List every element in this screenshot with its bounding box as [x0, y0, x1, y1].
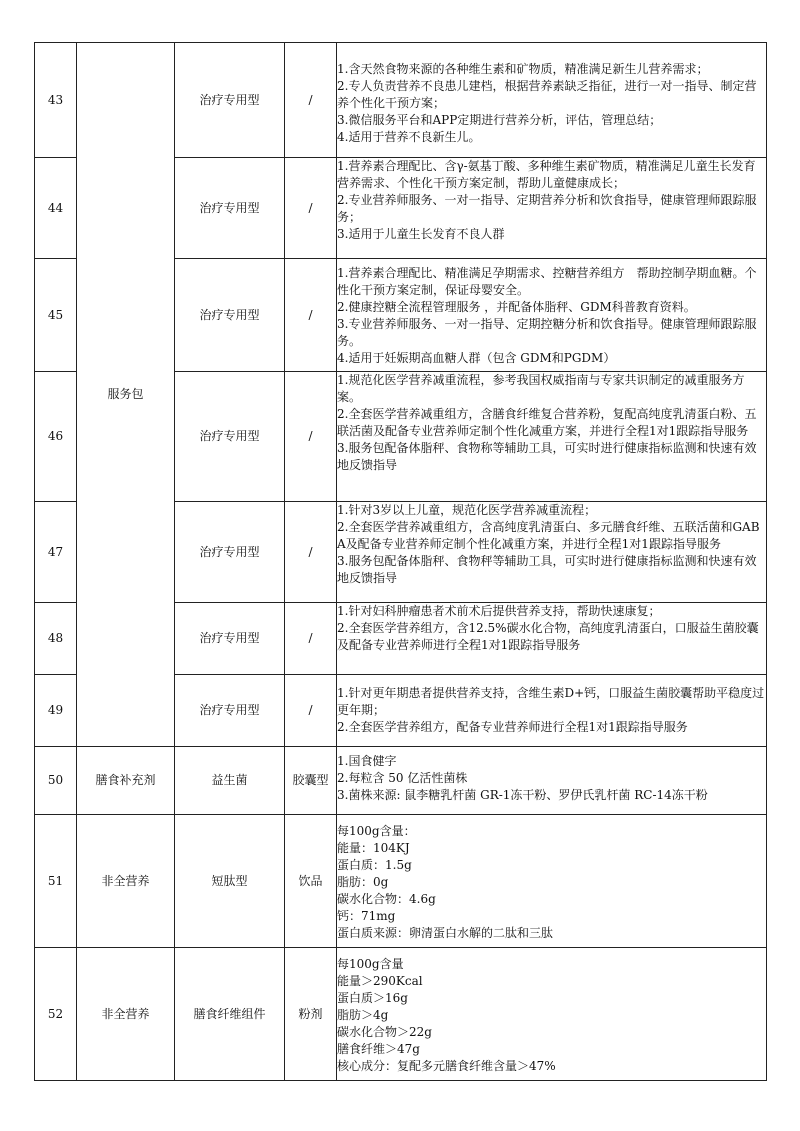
form-cell: / [285, 603, 337, 675]
description-line: 2.全套医学营养组方，配备专业营养师进行全程1对1跟踪指导服务 [337, 720, 688, 734]
description-line: 脂肪：0g [337, 875, 389, 889]
description-line: 3.菌株来源: 鼠李糖乳杆菌 GR-1冻干粉、罗伊氏乳杆菌 RC-14冻干粉 [337, 788, 708, 802]
form-cell: 粉剂 [285, 948, 337, 1081]
category-cell: 非全营养 [77, 815, 175, 948]
description-line: 3.专业营养师服务、一对一指导、定期控糖分析和饮食指导。健康管理师跟踪服务。 [337, 317, 757, 348]
form-cell: 饮品 [285, 815, 337, 948]
type-cell: 治疗专用型 [175, 158, 285, 259]
description-line: 能量：104KJ [337, 841, 410, 855]
description-cell [337, 43, 767, 158]
description-line: 蛋白质＞16g [337, 991, 408, 1005]
description-line: 1.营养素合理配比、含γ-氨基丁酸、多种维生素矿物质，精准满足儿童生长发育营养需求、个性化干预方案定制，帮助儿童健康成长； [337, 159, 756, 190]
description-line: 蛋白质：1.5g [337, 858, 412, 872]
table-row [35, 747, 767, 815]
product-spec-table [34, 42, 767, 1081]
description-line: 蛋白质来源：卵清蛋白水解的二肽和三肽 [337, 926, 554, 940]
description-line: 1.含天然食物来源的各种维生素和矿物质，精准满足新生儿营养需求； [337, 62, 709, 76]
description-line: 膳食纤维＞47g [337, 1042, 420, 1056]
description-cell [337, 502, 767, 603]
form-cell: / [285, 43, 337, 158]
row-number: 43 [35, 43, 77, 158]
description-cell [337, 747, 767, 815]
description-line: 脂肪＞4g [337, 1008, 389, 1022]
description-line: 碳水化合物：4.6g [337, 892, 436, 906]
form-cell: / [285, 158, 337, 259]
description-line: 核心成分：复配多元膳食纤维含量＞47% [337, 1059, 556, 1073]
description-line: 能量＞290Kcal [337, 974, 423, 988]
description-line: 3.服务包配备体脂秤、食物称等辅助工具，可实时进行健康指标监测和快速有效地反馈指导 [337, 441, 757, 472]
description-line: 1.国食健字 [337, 754, 397, 768]
row-number: 52 [35, 948, 77, 1081]
description-line: 2.全套医学营养减重组方，含高纯度乳清蛋白、多元膳食纤维、五联活菌和GABA及配备专业营养师定制个性化减重方案，并进行全程1对1跟踪指导服务 [337, 520, 760, 551]
description-cell [337, 603, 767, 675]
row-number: 50 [35, 747, 77, 815]
description-line: 3.适用于儿童生长发育不良人群 [337, 227, 505, 241]
description-cell [337, 948, 767, 1081]
description-line: 2.专人负责营养不良患儿建档，根据营养素缺乏指征，进行一对一指导、制定营养个性化干预方案； [337, 79, 757, 110]
description-line: 1.营养素合理配比、精准满足孕期需求、控糖营养组方 帮助控制孕期血糖。个性化干预方案定制，保证母婴安全。 [337, 266, 757, 297]
description-cell [337, 675, 767, 747]
row-number: 49 [35, 675, 77, 747]
description-line: 钙：71mg [337, 909, 396, 923]
description-line: 2.每粒含 50 亿活性菌株 [337, 771, 468, 785]
description-line: 4.适用于妊娠期高血糖人群（包含 GDM和PGDM） [337, 351, 616, 365]
description-line: 1.规范化医学营养减重流程，参考我国权威指南与专家共识制定的减重服务方案。 [337, 373, 745, 404]
description-line: 2.全套医学营养减重组方，含膳食纤维复合营养粉，复配高纯度乳清蛋白粉、五联活菌及配备专业营养师定制个性化减重方案，并进行全程1对1跟踪指导服务 [337, 407, 757, 438]
description-line: 3.服务包配备体脂秤、食物秤等辅助工具，可实时进行健康指标监测和快速有效地反馈指导 [337, 554, 757, 585]
description-line: 碳水化合物＞22g [337, 1025, 432, 1039]
description-line: 2.健康控糖全流程管理服务 ，并配备体脂秤、GDM科普教育资料。 [337, 300, 696, 314]
description-line: 每100g含量 [337, 957, 404, 971]
table-row [35, 815, 767, 948]
description-line: 2.全套医学营养组方，含12.5%碳水化合物，高纯度乳清蛋白，口服益生菌胶囊及配备专业营养师进行全程1对1跟踪指导服务 [337, 621, 759, 652]
type-cell: 治疗专用型 [175, 502, 285, 603]
type-cell: 治疗专用型 [175, 675, 285, 747]
description-line: 2.专业营养师服务、一对一指导、定期营养分析和饮食指导，健康管理师跟踪服务； [337, 193, 757, 224]
category-cell: 非全营养 [77, 948, 175, 1081]
description-line: 每100g含量： [337, 824, 416, 838]
form-cell: / [285, 502, 337, 603]
description-cell [337, 815, 767, 948]
row-number: 45 [35, 259, 77, 372]
description-cell [337, 372, 767, 502]
description-cell [337, 158, 767, 259]
type-cell: 膳食纤维组件 [175, 948, 285, 1081]
form-cell: / [285, 675, 337, 747]
form-cell: / [285, 372, 337, 502]
category-cell: 膳食补充剂 [77, 747, 175, 815]
row-number: 51 [35, 815, 77, 948]
description-line: 1.针对3岁以上儿童，规范化医学营养减重流程； [337, 503, 597, 517]
row-number: 48 [35, 603, 77, 675]
description-line: 1.针对妇科肿瘤患者术前术后提供营养支持，帮助快速康复； [337, 604, 661, 618]
type-cell: 治疗专用型 [175, 259, 285, 372]
type-cell: 短肽型 [175, 815, 285, 948]
description-line: 4.适用于营养不良新生儿。 [337, 130, 481, 144]
table-row [35, 43, 767, 158]
row-number: 46 [35, 372, 77, 502]
type-cell: 治疗专用型 [175, 372, 285, 502]
type-cell: 益生菌 [175, 747, 285, 815]
description-line: 3.微信服务平台和APP定期进行营养分析，评估，管理总结； [337, 113, 662, 127]
form-cell: / [285, 259, 337, 372]
type-cell: 治疗专用型 [175, 43, 285, 158]
row-number: 47 [35, 502, 77, 603]
table-row [35, 948, 767, 1081]
description-cell [337, 259, 767, 372]
form-cell: 胶囊型 [285, 747, 337, 815]
description-line: 1.针对更年期患者提供营养支持，含维生素D+钙，口服益生菌胶囊帮助平稳度过更年期； [337, 686, 765, 717]
category-cell: 服务包 [77, 43, 175, 747]
row-number: 44 [35, 158, 77, 259]
type-cell: 治疗专用型 [175, 603, 285, 675]
